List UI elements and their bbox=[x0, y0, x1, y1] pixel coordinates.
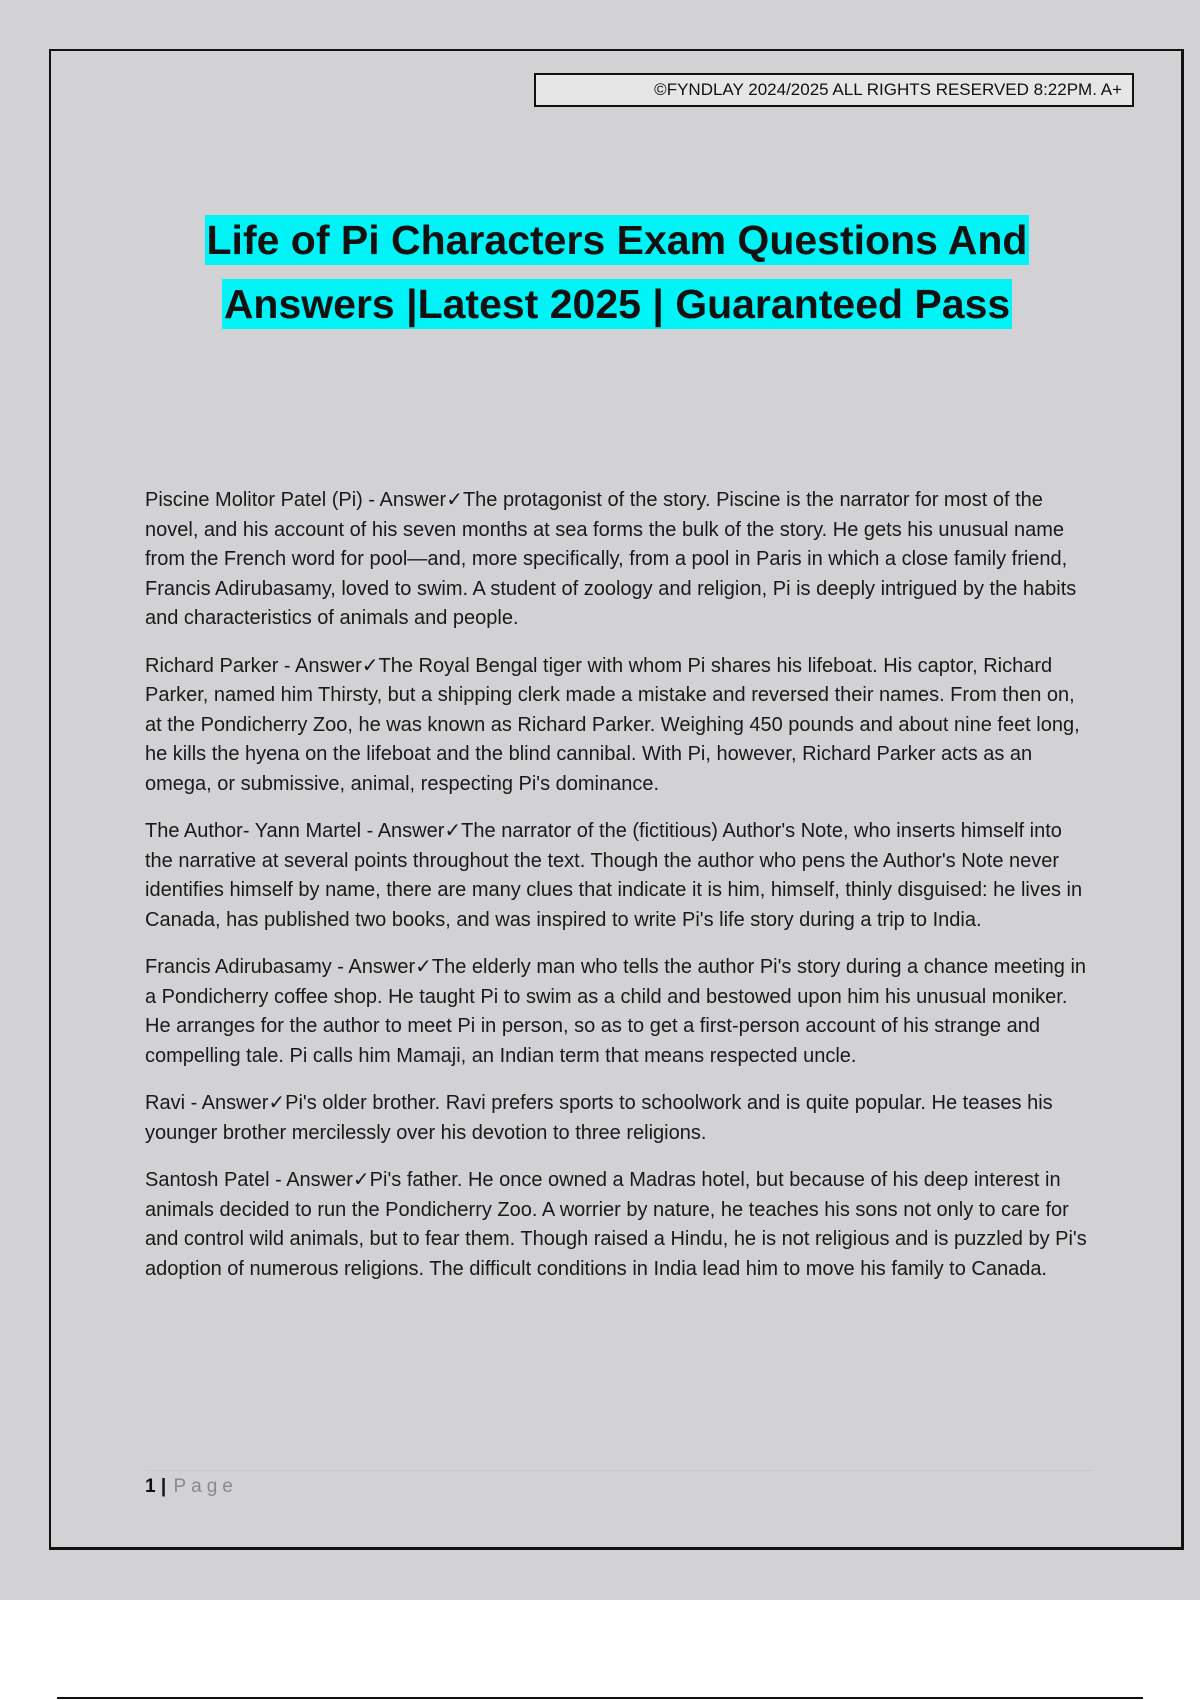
next-page-top-rule bbox=[57, 1697, 1143, 1699]
entry-answer: Pi's father. He once owned a Madras hotel, but because of his deep interest in animals decided to run the Pondicherry Zoo. A worrier by nature, he teaches his sons not only to care for and control wild animals, but to fear them. Though raised a Hindu, he is not religious and is puzzled by Pi's adoption of numerous religions. The difficult conditions in India lead him to move his family to Canada. bbox=[145, 1169, 1087, 1280]
qa-entry bbox=[145, 817, 1095, 935]
page-number: 1 bbox=[145, 1476, 156, 1497]
entry-answer: The elderly man who tells the author Pi's story during a chance meeting in a Pondicherry coffee shop. He taught Pi to swim as a child and bestowed upon him his unusual moniker. He arranges for the author to meet Pi in person, so as to get a first-person account of his strange and compelling tale. Pi calls him Mamaji, an Indian term that means respected uncle. bbox=[145, 956, 1087, 1067]
entry-answer: The protagonist of the story. Piscine is the narrator for most of the novel, and his account of his seven months at sea forms the bulk of the story. He gets his unusual name from the French word for pool—and, more specifically, from a pool in Paris in which a close family friend, Francis Adirubasamy, loved to swim. A student of zoology and religion, Pi is deeply intrigued by the habits and characteristics of animals and people. bbox=[145, 489, 1077, 629]
entry-term: The Author- Yann Martel - Answer bbox=[145, 820, 445, 842]
qa-list bbox=[145, 486, 1095, 1302]
checkmark-icon: ✓ bbox=[361, 654, 379, 677]
qa-entry bbox=[145, 1089, 1095, 1148]
qa-entry bbox=[145, 652, 1095, 800]
checkmark-icon: ✓ bbox=[268, 1092, 286, 1114]
checkmark-icon: ✓ bbox=[444, 820, 462, 842]
page-footer bbox=[145, 1472, 238, 1502]
entry-answer: The narrator of the (fictitious) Author's Note, who inserts himself into the narrative at several points throughout the text. Though the author who pens the Author's Note never identifies himself by name, there are many clues that indicate it is him, himself, thinly disguised: he lives in Canada, has published two books, and was inspired to write Pi's life story during a trip to India. bbox=[145, 820, 1083, 931]
qa-entry bbox=[145, 1166, 1095, 1284]
page-label: Page bbox=[173, 1476, 238, 1497]
checkmark-icon: ✓ bbox=[446, 489, 463, 511]
footer-divider bbox=[145, 1470, 1093, 1471]
entry-answer: Pi's older brother. Ravi prefers sports to schoolwork and is quite popular. He teases his younger brother mercilessly over his devotion to three religions. bbox=[145, 1092, 1053, 1144]
title-line-2: Answers |Latest 2025 | Guaranteed Pass bbox=[223, 281, 1011, 327]
entry-term: Francis Adirubasamy - Answer bbox=[145, 956, 416, 978]
qa-entry bbox=[145, 486, 1095, 634]
entry-term: Piscine Molitor Patel (Pi) - Answer bbox=[145, 489, 447, 511]
title-line-1: Life of Pi Characters Exam Questions And bbox=[206, 217, 1028, 263]
copyright-banner: ©FYNDLAY 2024/2025 ALL RIGHTS RESERVED 8:22PM. A+ bbox=[534, 73, 1134, 107]
entry-answer: The Royal Bengal tiger with whom Pi shares his lifeboat. His captor, Richard Parker, named him Thirsty, but a shipping clerk made a mistake and reversed their names. From then on, at the Pondicherry Zoo, he was known as Richard Parker. Weighing 450 pounds and about nine feet long, he kills the hyena on the lifeboat and the blind cannibal. With Pi, however, Richard Parker acts as an omega, or submissive, animal, respecting Pi's dominance. bbox=[145, 654, 1080, 795]
entry-term: Ravi - Answer bbox=[145, 1092, 269, 1114]
page-separator: | bbox=[160, 1476, 167, 1497]
checkmark-icon: ✓ bbox=[352, 1169, 370, 1191]
page-title bbox=[60, 208, 1174, 336]
entry-term: Santosh Patel - Answer bbox=[145, 1169, 353, 1191]
entry-term: Richard Parker - Answer bbox=[145, 654, 362, 677]
qa-entry bbox=[145, 953, 1095, 1071]
checkmark-icon: ✓ bbox=[415, 956, 432, 978]
